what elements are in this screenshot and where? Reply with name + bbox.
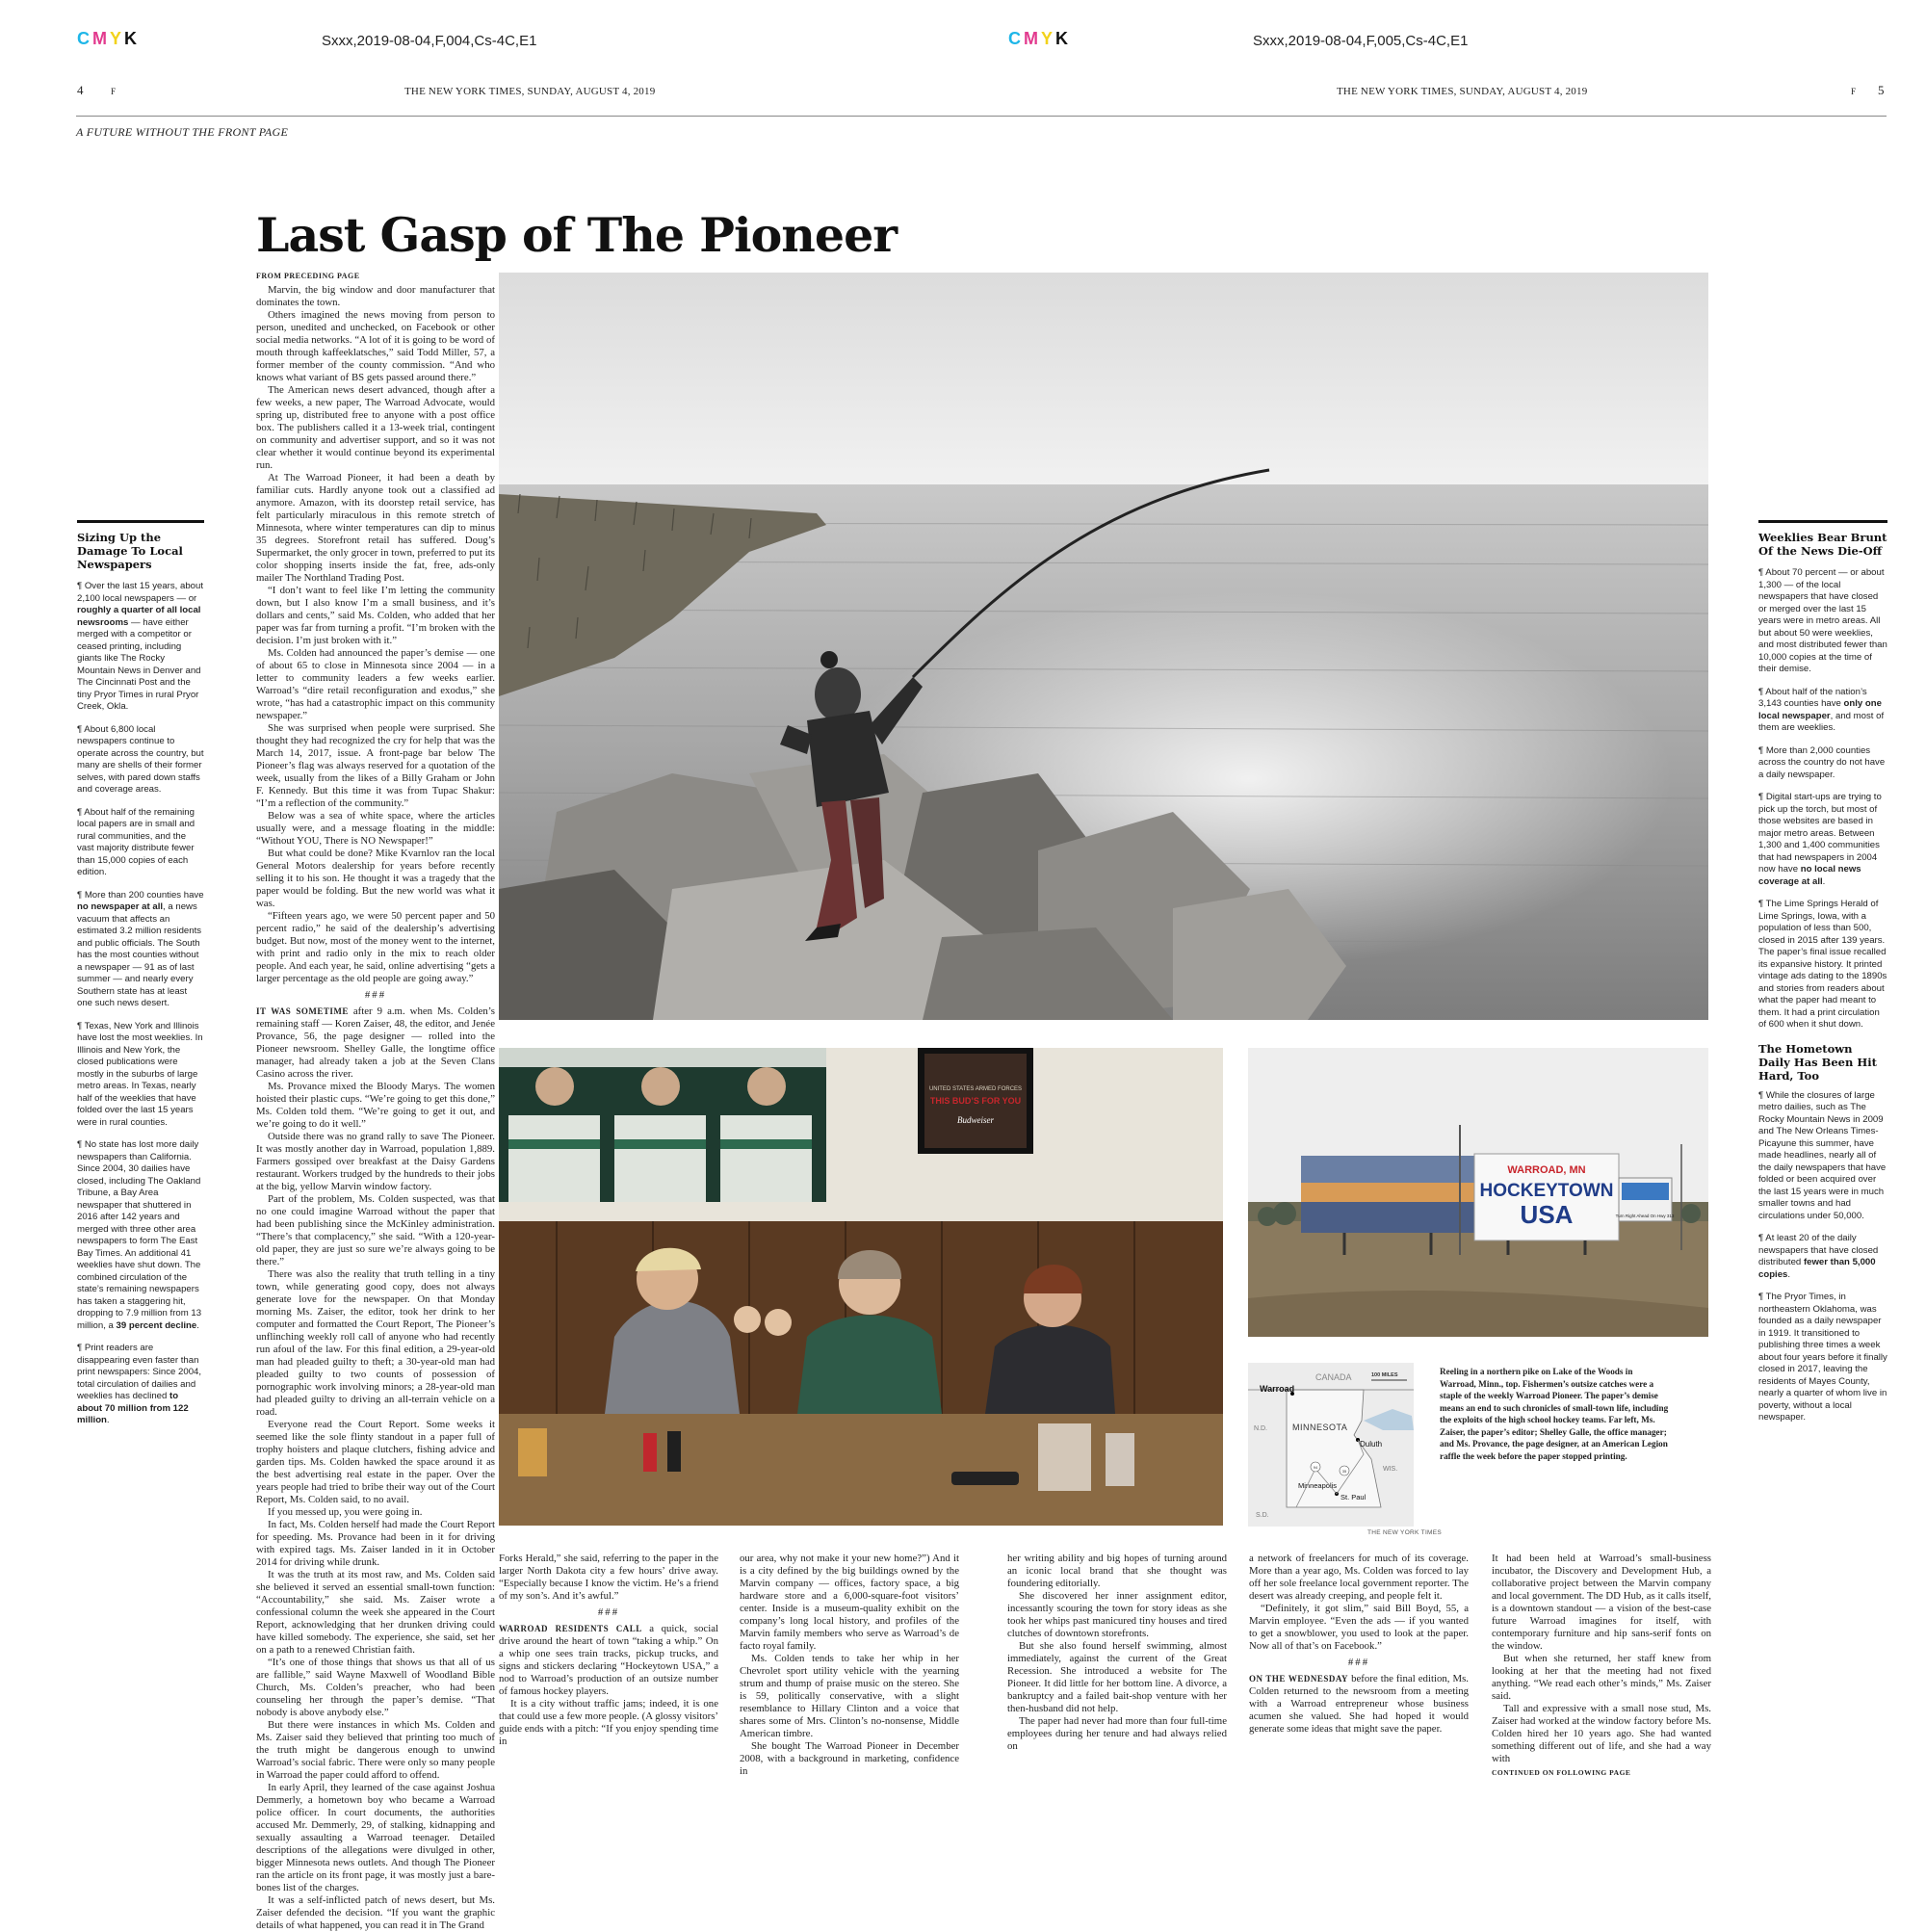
article-paragraph: Ms. Colden tends to take her whip in her Chevrolet sport utility vehicle with the yearning strum and thump of praise music on the stereo. She is 59, politically conservative, with a slight resemblance to Hillary Clinton and a voice that shares some of Mrs. Clinton’s no-nonsense, Middle American timbre. [740, 1653, 959, 1739]
article-paragraph: She bought The Warroad Pioneer in December 2008, with a background in marketing, confidence in [740, 1740, 959, 1777]
map-shield-94: 94 [1313, 1465, 1318, 1470]
article-column-3 [740, 1553, 959, 1777]
article-paragraph: But she also found herself swimming, almost immediately, against the current of the Great Recession. She introduced a website for The Pioneer. It did little for her bottom line. A divorce, a bankruptcy and a failed bait-shop venture with her then-husband did not help. [1007, 1640, 1227, 1714]
map-shield-35: 35 [1341, 1469, 1347, 1474]
article-paragraph: The American news desert advanced, though after a few weeks, a new paper, The Warroad Advocate, would spring up, distributed free to anyone with a post office box. The publishers called it a 13-week trial, contingent on community and advertiser support, and so it was not clear whether it would continue beyond its experimental run. [256, 384, 495, 471]
article-paragraph: There was also the reality that truth telling in a tiny town, while generating good copy, does not always generate love for the newspaper. On that Monday morning Ms. Zaiser, the editor, took her drink to her computer and formatted the Court Report, The Pioneer’s unflinching weekly roll call of anyone who had recently run afoul of the law. For this final edition, a 29-year-old man had pleaded guilty to theft; a 30-year-old man had pleaded guilty to two counts of possession of pornographic work involving minors; a 28-year-old man had pleaded guilty to driving an all-terrain vehicle on a road. [256, 1268, 495, 1418]
cmyk-c: C [77, 29, 92, 48]
article-paragraph: It is a city without traffic jams; indeed, it is one that could use a few more people. (A glossy visitors’ guide ends with a pitch: “If you enjoy spending time in [499, 1698, 718, 1747]
article-paragraphs [1249, 1553, 1469, 1653]
poster-line-2: THIS BUD’S FOR YOU [929, 1096, 1022, 1106]
article-paragraph: “I don’t want to feel like I’m letting the community down, but I also know I’m a small business, and it’s dollars and cents,” said Ms. Colden, who added that her paper was far from turning a profit. “I’m broken with the decision. I’m just broken with it.” [256, 585, 495, 646]
section-letter-left: F [111, 87, 117, 96]
article-paragraph: “It’s one of those things that shows us that all of us are fallible,” said Wayne Maxwell of Woodland Bible Church, Ms. Colden’s preacher, who had been counseling her through the paper’s demise. “That nobody is above anybody else.” [256, 1657, 495, 1718]
cmyk-m: M [1024, 29, 1041, 48]
sidebar-item-text: ¶ Texas, New York and Illinois have lost the most weeklies. In Illinois and New York, the closed publications were mostly in the suburbs of large metro areas. In Texas, nearly half of the weeklies that have folded over the last 15 years were in rural counties. [77, 1020, 203, 1128]
poster-brand: Budweiser [957, 1115, 994, 1125]
sidebar-item [77, 724, 204, 796]
sidebar-rule [1758, 520, 1887, 523]
sidebar-item-text: ¶ About 70 percent — or about 1,300 — of the local newspapers that have closed or merged over the last 15 years were in metro areas. All but about 50 were weeklies, and most distributed fewer than 10,000 copies at the time of their demise. [1758, 567, 1887, 674]
jump-from-line: FROM PRECEDING PAGE [256, 272, 360, 280]
section-kicker: A FUTURE WITHOUT THE FRONT PAGE [76, 125, 289, 139]
legion-photo-illustration [499, 1048, 1223, 1526]
main-photo-fishing [499, 273, 1708, 1020]
sidebar-item-text: — have either merged with a competitor or ceased printing, including giants like The Rocky Mountain News in Denver and The Cincinnati Post and the tiny Pryor Times in rural Pryor Creek, Okla. [77, 616, 201, 712]
folio-dateline-right: THE NEW YORK TIMES, SUNDAY, AUGUST 4, 2019 [1337, 86, 1588, 97]
article-paragraph: Others imagined the news moving from person to person, unedited and unchecked, on Facebook or other social media networks. “A lot of it is going to be word of mouth through kaffeeklatsches,” said Todd Miller, 57, a former member of the county commission. “And who knows what variant of BS gets passed around there.” [256, 309, 495, 383]
article-paragraph: It was a self-inflicted patch of news desert, but Ms. Zaiser defended the decision. “If you want the graphic details of what happened, you can read it in The Grand [256, 1894, 495, 1931]
article-paragraph: Below was a sea of white space, where the articles usually were, and a message floating in the middle: “Without YOU, There is NO Newspaper!” [256, 810, 495, 847]
sidebar-item [77, 807, 204, 879]
article-column-4 [1007, 1553, 1227, 1752]
article-paragraph: In fact, Ms. Colden herself had made the Court Report for speeding. Ms. Provance had been in it for driving with expired tags. Ms. Zaiser landed in it in October 2014 for driving while drunk. [256, 1519, 495, 1568]
article-column-2 [499, 1553, 719, 1747]
sidebar-item-text: ¶ More than 2,000 counties across the country do not have a daily newspaper. [1758, 744, 1886, 780]
sidebar-items-2 [1758, 1090, 1887, 1424]
sidebar-item-text: ¶ About 6,800 local newspapers continue to operate across the country, but many are shells of their former selves, with pared down staffs and coverage areas. [77, 723, 204, 795]
sidebar-item-text: . [106, 1415, 110, 1425]
article-paragraphs [499, 1553, 718, 1603]
poster-line-1: UNITED STATES ARMED FORCES [928, 1086, 1023, 1092]
sidebar-item [1758, 899, 1887, 1031]
cmyk-c: C [1008, 29, 1024, 48]
article-paragraph-text: after 9 a.m. when Ms. Colden’s remaining staff — Koren Zaiser, 48, the editor, and Jenée Provance, 56, the page designer — rolled into the Pioneer newsroom. Shelley Galle, the longtime office manager, had already taken a job at the Seven Clans Casino across the river. [256, 1005, 495, 1080]
sidebar-item-text: ¶ No state has lost more daily newspapers than California. Since 2004, 30 dailies have closed, including The Oakland Tribune, a Bay Area newspaper that shuttered in 2016 after 142 years and merged with three other area newspapers to form The East Bay Times. An additional 41 weeklies have shut down. The combined circulation of the state’s remaining newspapers has taken a staggering hit, dropping to 7.9 million from 13 million, a [77, 1139, 202, 1331]
sidebar-item-emphasis: to about 70 million from 122 million [77, 1391, 189, 1425]
article-column-5 [1249, 1553, 1469, 1736]
map-label-canada: CANADA [1315, 1372, 1352, 1382]
billboard-line-2: HOCKEYTOWN [1479, 1181, 1614, 1201]
sidebar-item [1758, 792, 1887, 888]
cmyk-m: M [92, 29, 110, 48]
article-paragraph: a network of freelancers for much of its coverage. More than a year ago, Ms. Colden was forced to lay off her sole freelance local government reporter. The desert was already creeping, and people felt it. [1249, 1553, 1469, 1602]
cmyk-mark-right [1008, 29, 1071, 49]
article-paragraph-text: a quick, social drive around the heart of town “taking a whip.” On a whip one sees train tracks, pickup trucks, and signs and stickers declaring “Hockeytown USA,” a nod to Warroad’s production of an outsize number of famous hockey players. [499, 1623, 719, 1697]
cmyk-k: K [124, 29, 141, 48]
billboard-line-3: USA [1520, 1200, 1574, 1229]
section-letter-right: F [1851, 87, 1857, 96]
cmyk-y: Y [1041, 29, 1056, 48]
lead-in: ON THE WEDNESDAY [1249, 1674, 1349, 1684]
section-separator: ### [1347, 1657, 1370, 1668]
article-section-lead [499, 1623, 718, 1698]
sidebar-item [1758, 567, 1887, 676]
article-paragraph: She discovered her inner assignment editor, incessantly scouring the town for story ideas as she took her whips past manicured tiny houses and tired clutches of downtown storefronts. [1007, 1590, 1227, 1639]
sidebar-item-text: ¶ The Pryor Times, in northeastern Oklahoma, was founded as a daily newspaper in 1919. It transitioned to publishing three times a week about four years before it finally closed in 2017, leaving the residents of Mayes County, nearly a quarter of whom live in poverty, without a local newspaper. [1758, 1292, 1887, 1423]
article-paragraph: “Fifteen years ago, we were 50 percent paper and 50 percent radio,” he said of the dealership’s advertising budget. But now, most of the money went to the internet, with print and radio only in the mix to reach older people. And each year, he said, online advertising “gets a larger percentage as the old people are going away.” [256, 910, 495, 984]
article-column-6 [1492, 1553, 1711, 1777]
sidebar-item-text: ¶ About half of the nation’s 3,143 counties have [1758, 686, 1867, 709]
slug-right: Sxxx,2019-08-04,F,005,Cs-4C,E1 [1253, 33, 1469, 49]
article-paragraph: But when she returned, her staff knew from looking at her that the meeting had not fixed anything. “We read each other’s minds,” Ms. Zaiser said. [1492, 1653, 1711, 1702]
sidebar-item [1758, 687, 1887, 735]
article-paragraph: The paper had never had more than four full-time employees during her tenure and had always relied on [1007, 1715, 1227, 1752]
sidebar-item-text: ¶ Digital start-ups are trying to pick up the torch, but most of those websites are based in major metro areas. Between 1,300 and 1,400 communities that had newspapers in 2004 now have [1758, 792, 1882, 875]
sidebar-items [77, 581, 204, 1427]
sidebar-item-text: ¶ The Lime Springs Herald of Lime Springs, Iowa, with a population of less than 500, closed in 2015 after 139 years. The paper’s final issue recalled its expansive history. It printed vintage ads dating to the 1890s and stories from readers about what the paper had meant to them. It had a print circulation of 600 when it shut down. [1758, 899, 1887, 1030]
article-paragraph: Forks Herald,” she said, referring to the paper in the larger North Dakota city a few hours’ drive away. “Especially because I know the victim. He’s a friend of my son’s. And it’s awful.” [499, 1553, 718, 1602]
folio-rule [76, 116, 1887, 117]
article-paragraphs [1007, 1553, 1227, 1753]
sidebar-item-text: ¶ While the closures of large metro dailies, such as The Rocky Mountain News in 2009 and The New Orleans Times-Picayune this summer, have made headlines, nearly all of the daily newspapers that have folded or been acquired over the last 15 years were in much smaller towns and had circulations under 50,000. [1758, 1089, 1887, 1221]
sidebar-item [77, 1021, 204, 1130]
sidebar-item-text: . [1822, 875, 1826, 887]
article-paragraph: She was surprised when people were surprised. She thought they had recognized the cry for help that was the March 14, 2017, issue. A front-page bar below The Pioneer’s flag was always reserved for a quotation of the week, usually from the likes of a Billy Graham or John F. Kennedy. But this time it was from Tupac Shakur: “I’m a reflection of the community.” [256, 722, 495, 809]
sidebar-item-text: ¶ Print readers are disappearing even faster than print newspapers: Since 2004, total circulation of dailies and weeklies has declined [77, 1343, 202, 1401]
article-paragraphs [256, 284, 495, 985]
small-sign-text: Turn Right Ahead On Hwy 313 [1615, 1214, 1675, 1218]
map-scale-label: 100 MILES [1371, 1372, 1398, 1378]
section-separator: ### [364, 989, 387, 1001]
article-paragraphs [1492, 1553, 1711, 1765]
sidebar-item-emphasis: 39 percent decline [116, 1319, 197, 1331]
locator-map [1248, 1363, 1414, 1527]
map-label-duluth: Duluth [1360, 1440, 1383, 1449]
billboard-line-1: WARROAD, MN [1507, 1164, 1586, 1176]
sidebar-item [1758, 1090, 1887, 1223]
sidebar-title: Weeklies Bear Brunt Of the News Die-Off [1758, 531, 1887, 558]
article-paragraph: But what could be done? Mike Kvarnlov ran the local General Motors dealership for years before recently selling it to his son. He thought it was a tragedy that the paper would be folding. But the new world was what it was. [256, 848, 495, 909]
map-label-minneapolis: Minneapolis [1298, 1481, 1338, 1490]
sidebar-item-text: ¶ At least 20 of the daily newspapers that have closed distributed [1758, 1233, 1879, 1267]
article-paragraph: Outside there was no grand rally to save The Pioneer. It was mostly another day in Warroad, population 1,889. Farmers gossiped over breakfast at the Daisy Gardens restaurant. Workers trudged by the hundreds to their jobs at the big, yellow Marvin window factory. [256, 1131, 495, 1192]
photo-hockeytown-billboards [1248, 1048, 1708, 1337]
folio-dateline-left: THE NEW YORK TIMES, SUNDAY, AUGUST 4, 2019 [404, 86, 656, 97]
cmyk-mark-left [77, 29, 140, 49]
sidebar-item-emphasis: roughly a quarter of all local newsrooms [77, 605, 201, 628]
fishing-photo-illustration [499, 273, 1708, 1020]
sidebar-item [1758, 745, 1887, 782]
sidebar-item [1758, 1292, 1887, 1424]
sidebar-item [77, 1139, 204, 1332]
photo-american-legion [499, 1048, 1223, 1526]
sidebar-right [1758, 520, 1887, 1435]
sidebar-item [77, 581, 204, 714]
article-section-lead [1249, 1673, 1469, 1736]
sidebar-item-text: . [196, 1319, 199, 1331]
billboards-photo-illustration [1248, 1048, 1708, 1337]
sidebar-items [1758, 567, 1887, 1031]
sidebar-item [77, 1343, 204, 1427]
sidebar-item-emphasis: no local news coverage at all [1758, 864, 1861, 887]
section-separator: ### [597, 1606, 620, 1618]
article-paragraph: her writing ability and big hopes of turning around an iconic local brand that she thought was foundering editorially. [1007, 1553, 1227, 1589]
article-paragraph: “Definitely, it got slim,” said Bill Boyd, 55, a Marvin employee. “Even the ads — if you wanted to get a snowblower, you used to look at the paper. Now all of that’s on Facebook.” [1249, 1603, 1469, 1652]
sidebar-item-text: . [1787, 1268, 1791, 1280]
map-label-nd: N.D. [1254, 1425, 1267, 1432]
article-paragraph: Tall and expressive with a small nose stud, Ms. Zaiser had worked at the window factory before Ms. Colden hired her 10 years ago. She had wanted something different out of life, and she had a way with [1492, 1703, 1711, 1764]
map-label-stpaul: St. Paul [1340, 1493, 1366, 1501]
article-paragraphs [499, 1698, 718, 1748]
article-paragraph: But there were instances in which Ms. Colden and Ms. Zaiser said they believed that printing too much of the truth might be dangerous enough to unwind Warroad’s social fabric. There were only so many people in Warroad the paper could afford to offend. [256, 1719, 495, 1781]
photo-caption: Reeling in a northern pike on Lake of the Woods in Warroad, Minn., top. Fishermen’s outsize catches were a staple of the weekly Warroad Pioneer. The paper’s demise means an end to such chronicles of small-town life, including the exploits of the high school hockey teams. Far left, Ms. Zaiser, the paper’s editor; Shelley Galle, the office manager; and Ms. Provance, the page designer, at an American Legion raffle the week before the paper stopped printing. [1440, 1367, 1669, 1461]
people-at-table [605, 1248, 1115, 1414]
lead-in: WARROAD RESIDENTS CALL [499, 1624, 642, 1633]
article-paragraph: In early April, they learned of the case against Joshua Demmerly, a hometown boy who became a Warroad police officer. In court documents, the authorities accused Mr. Demmerly, 29, of stalking, kidnapping and sexually assaulting a Warroad teenager. Detailed descriptions of the allegations were divulged in other, bigger Minnesota news outlets. And though The Pioneer ran the article on its front page, it was mostly just a bare-bones list of the charges. [256, 1782, 495, 1893]
slug-left: Sxxx,2019-08-04,F,004,Cs-4C,E1 [322, 33, 537, 49]
sidebar-item-text: , and most of them are weeklies. [1758, 710, 1885, 733]
sidebar-item-emphasis: fewer than 5,000 copies [1758, 1257, 1876, 1280]
article-paragraph: It had been held at Warroad’s small-business incubator, the Discovery and Development Hub, a collaborative project between the Marvin company and local government. The DD Hub, as it calls itself, is a downtown standout — a vision of the best-case future Warroad imagines for itself, with contemporary furniture and hip sans-serif fonts on the window. [1492, 1553, 1711, 1652]
sidebar-item-text: ¶ About half of the remaining local papers are in small and rural communities, and the vast majority distribute fewer than 15,000 copies of each edition. [77, 806, 195, 877]
map-label-sd: S.D. [1256, 1512, 1269, 1519]
article-paragraph: Part of the problem, Ms. Colden suspected, was that no one could imagine Warroad without the paper that had been publishing since the McKinley administration. “There’s that complacency,” she said. “With a 120-year-old paper, they are just so sure we’re always going to be there.” [256, 1193, 495, 1267]
page-number-left: 4 [77, 83, 84, 97]
sidebar-item [77, 890, 204, 1010]
article-paragraph: If you messed up, you were going in. [268, 1506, 423, 1518]
cmyk-y: Y [110, 29, 125, 48]
article-paragraphs [740, 1553, 959, 1778]
sidebar-rule [77, 520, 204, 523]
jump-to-line: CONTINUED ON FOLLOWING PAGE [1492, 1768, 1631, 1777]
article-section-lead [256, 1005, 495, 1081]
sidebar-item-text: , a news vacuum that affects an estimated 3.2 million residents and public officials. The South has the most counties without a newspaper — 91 as of last summer — and nearly every Southern state has at least one such news desert. [77, 901, 202, 1008]
lead-in: IT WAS SOMETIME [256, 1006, 349, 1016]
article-paragraph: It was the truth at its most raw, and Ms. Colden said she believed it served an essential small-town function: “Accountability,” she said. Ms. Zaiser wrote a confessional column the week she appeared in the Court Report, acknowledging that her drunken driving could have killed somebody. The experience, she said, set her on a path to a renewed Christian faith. [256, 1569, 495, 1656]
map-label-wis: WIS. [1383, 1466, 1398, 1473]
sidebar-item-emphasis: no newspaper at all [77, 901, 164, 912]
article-column-1 [256, 270, 495, 1931]
map-label-minnesota: MINNESOTA [1292, 1423, 1348, 1432]
map-illustration [1248, 1363, 1414, 1527]
article-paragraph: Ms. Colden had announced the paper’s demise — one of about 65 to close in Minnesota since 2004 — in a letter to community leaders a few weeks earlier. Warroad’s “dire retail reconfiguration and exodus,” she wrote, “has had a catastrophic impact on this community newspaper.” [256, 647, 495, 721]
article-paragraph: Ms. Provance mixed the Bloody Marys. The women hoisted their plastic cups. “We’re going to get this done,” Ms. Colden told them. “We’re going to get it out, and we’re going to do it well.” [256, 1081, 495, 1130]
map-label-warroad: Warroad [1260, 1384, 1295, 1394]
article-paragraph-text: before the final edition, Ms. Colden returned to the newsroom from a meeting with a Warroad entrepreneur whose business acumen she valued. She had hoped it would generate some ideas that might save the paper. [1249, 1673, 1469, 1735]
article-paragraph: our area, why not make it your new home?”) And it is a city defined by the big buildings owned by the Marvin company — offices, factory space, a big hardware store and a 6,000-square-foot visitors’ center. Inside is a museum-quality exhibit on the company’s long local history, and profiles of the Marvin family members who serve as Warroad’s de facto royal family. [740, 1553, 959, 1652]
map-credit: THE NEW YORK TIMES [1367, 1529, 1443, 1536]
headline: Last Gasp of The Pioneer [256, 207, 898, 263]
sidebar-subtitle: The Hometown Daily Has Been Hit Hard, Too [1758, 1041, 1877, 1083]
sidebar-item [1758, 1233, 1887, 1281]
sidebar-item-text: ¶ Over the last 15 years, about 2,100 local newspapers — or [77, 581, 204, 604]
cmyk-k: K [1055, 29, 1072, 48]
sidebar-item-text: ¶ More than 200 counties have [77, 889, 204, 901]
article-paragraph: At The Warroad Pioneer, it had been a death by familiar cuts. Hardly anyone took out a classified ad anymore. Amazon, with its doorstep retail service, has felt particularly miraculous in this remote stretch of Minnesota, where winter temperatures can dip to minus 35 degrees. Storefront retail has suffered. Doug’s Supermarket, the only grocer in town, preferred to put its color shopping inserts inside the fat, free, ads-only mailer The Northland Trading Post. [256, 472, 495, 584]
article-paragraph: Everyone read the Court Report. Some weeks it seemed like the sole flinty standout in a paper full of trophy hoisters and plaque clutchers, fishing advice and garden tips. Ms. Colden hawked the space around it as the best advertising real estate in the paper. Over the years people had tried to bribe their way out of the Court Report, Ms. Colden said, to no avail. [256, 1419, 495, 1505]
article-paragraph: Marvin, the big window and door manufacturer that dominates the town. [256, 284, 495, 308]
sidebar-title: Sizing Up the Damage To Local Newspapers [77, 531, 183, 571]
article-paragraphs [256, 1081, 495, 1932]
page-number-right: 5 [1878, 83, 1885, 97]
sidebar-item-emphasis: only one local newspaper [1758, 698, 1882, 721]
sidebar-left [77, 520, 204, 1438]
